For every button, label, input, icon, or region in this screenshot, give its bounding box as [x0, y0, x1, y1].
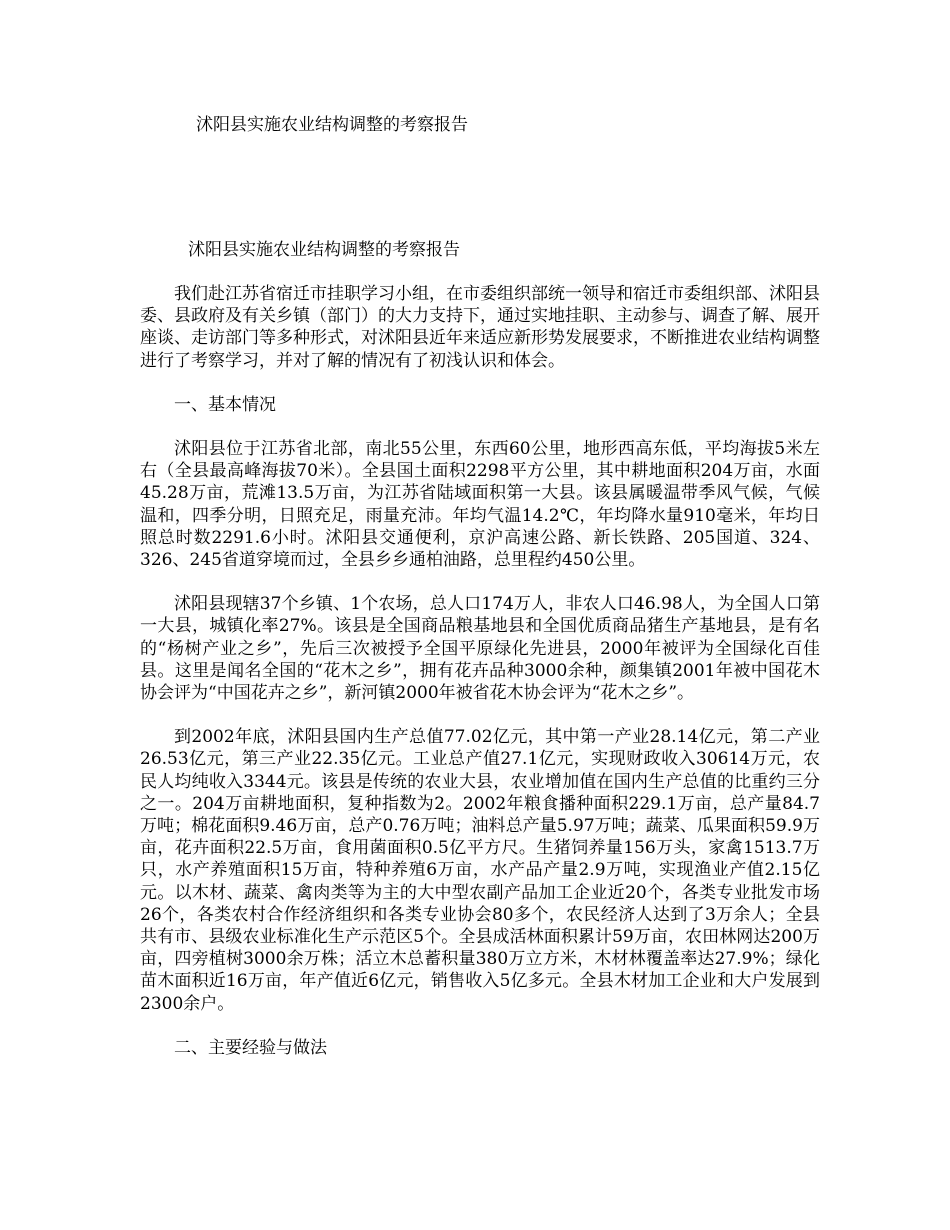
cover-title: 沭阳县实施农业结构调整的考察报告: [196, 115, 468, 135]
report-title: 沭阳县实施农业结构调整的考察报告: [188, 240, 460, 260]
intro-paragraph: 我们赴江苏省宿迁市挂职学习小组，在市委组织部统一领导和宿迁市委组织部、沭阳县委、县政府及有关乡镇（部门）的大力支持下，通过实地挂职、主动参与、调查了解、展开座谈、走访部门等多种形式，对沭阳县近年来适应新形势发展要求，不断推进农业结构调整进行了考察学习，并对了解的情况有了初浅认识和体会。: [140, 284, 820, 371]
geography-paragraph: 沭阳县位于江苏省北部，南北55公里，东西60公里，地形西高东低，平均海拔5米左右（全县最高峰海拔70米）。全县国土面积2298平方公里，其中耕地面积204万亩，水面45.28万亩，荒滩13.5万亩，为江苏省陆域面积第一大县。该县属暖温带季风气候，气候温和，四季分明，日照充足，雨量充沛。年均气温14.2℃，年均降水量910毫米，年均日照总时数2291.6小时。沭阳县交通便利，京沪高速公路、新长铁路、205国道、324、326、245省道穿境而过，全县乡乡通柏油路，总里程约450公里。: [140, 439, 820, 571]
population-paragraph: 沭阳县现辖37个乡镇、1个农场，总人口174万人，非农人口46.98人，为全国人口第一大县，城镇化率27%。该县是全国商品粮基地县和全国优质商品猪生产基地县，是有名的“杨树产业之乡”，先后三次被授予全国平原绿化先进县，2000年被评为全国绿化百佳县。这里是闻名全国的“花木之乡”，拥有花卉品种3000余种，颜集镇2001年被中国花木协会评为“中国花卉之乡”，新河镇2000年被省花木协会评为“花木之乡”。: [140, 594, 820, 704]
economy-paragraph: 到2002年底，沭阳县国内生产总值77.02亿元，其中第一产业28.14亿元，第二产业26.53亿元，第三产业22.35亿元。工业总产值27.1亿元，实现财政收入30614万元，农民人均纯收入3344元。该县是传统的农业大县，农业增加值在国内生产总值的比重约三分之一。204万亩耕地面积，复种指数为2。2002年粮食播种面积229.1万亩，总产量84.7万吨；棉花面积9.46万亩，总产0.76万吨；油料总产量5.97万吨；蔬菜、瓜果面积59.9万亩，花卉面积22.5万亩，食用菌面积0.5亿平方尺。生猪饲养量156万头，家禽1513.7万只，水产养殖面积15万亩，特种养殖6万亩，水产品产量2.9万吨，实现渔业产值2.15亿元。以木材、蔬菜、禽肉类等为主的大中型农副产品加工企业近20个，各类专业批发市场26个，各类农村合作经济组织和各类专业协会80多个，农民经济人达到了3万余人；全县共有市、县级农业标准化生产示范区5个。全县成活林面积累计59万亩，农田林网达200万亩，四旁植树3000余万株；活立木总蓄积量380万立方米，木材林覆盖率达27.9%；绿化苗木面积近16万亩，年产值近6亿元，销售收入5亿多元。全县木材加工企业和大户发展到2300余户。: [140, 727, 820, 1014]
section-heading-basic-situation: 一、基本情况: [174, 394, 276, 415]
report-body: [140, 283, 820, 1081]
section-heading-experience: 二、主要经验与做法: [174, 1037, 327, 1058]
